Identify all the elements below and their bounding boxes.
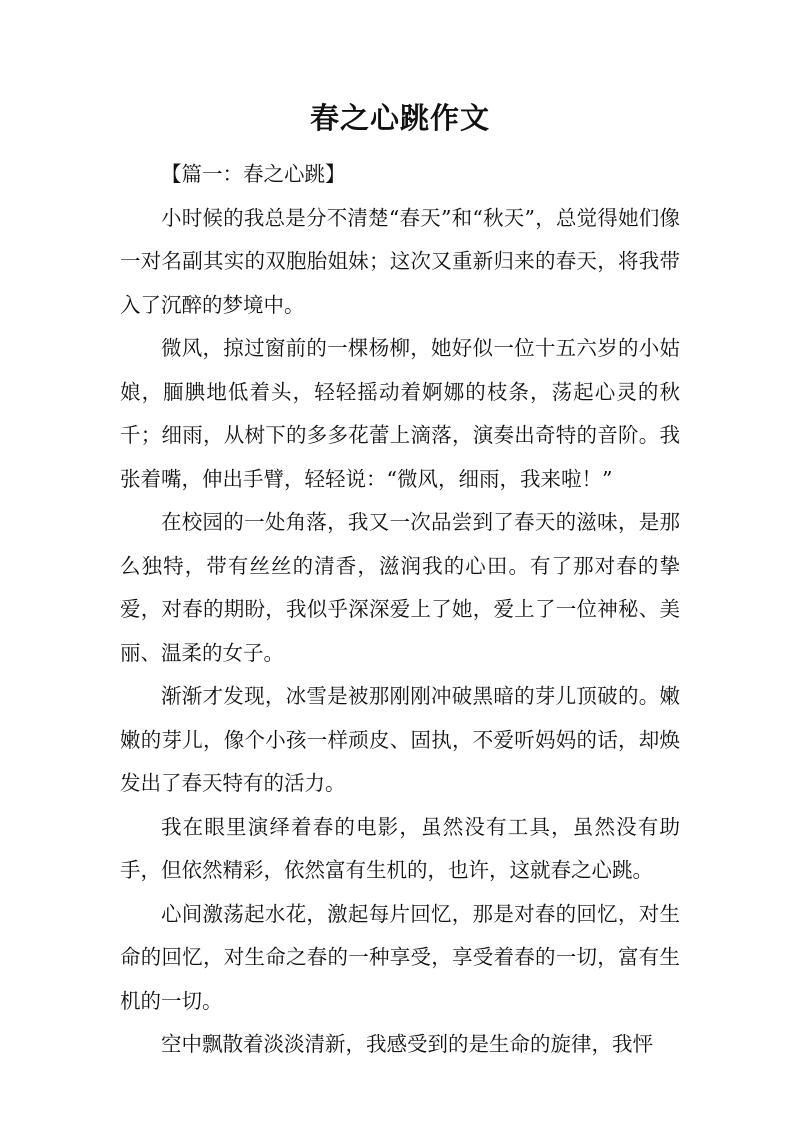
paragraph-2: 微风，掠过窗前的一棵杨柳，她好似一位十五六岁的小姑娘，腼腆地低着头，轻轻摇动着婀娜的枝条，荡起心灵的秋千；细雨，从树下的多多花蕾上滴落，演奏出奇特的音阶。我张着嘴，伸出手臂，轻轻说：“微风，细雨，我来啦！” (120, 336, 680, 491)
paragraph-6: 心间激荡起水花，激起每片回忆，那是对春的回忆，对生命的回忆，对生命之春的一种享受，享受着春的一切，富有生机的一切。 (120, 901, 680, 1013)
paragraph-3: 在校园的一处角落，我又一次品尝到了春天的滋味，是那么独特，带有丝丝的清香，滋润我的心田。有了那对春的挚爱，对春的期盼，我似乎深深爱上了她，爱上了一位神秘、美丽、温柔的女子。 (120, 510, 680, 665)
section-heading: 【篇一：春之心跳】 (161, 162, 346, 186)
paragraph-5: 我在眼里演绎着春的电影，虽然没有工具，虽然没有助手，但依然精彩，依然富有生机的，也许，这就春之心跳。 (120, 814, 680, 882)
document-body (120, 153, 680, 1067)
paragraph-4: 渐渐才发现，冰雪是被那刚刚冲破黑暗的芽儿顶破的。嫩嫩的芽儿，像个小孩一样顽皮、固执，不爱听妈妈的话，却焕发出了春天特有的活力。 (120, 684, 680, 795)
document-title: 春之心跳作文 (309, 101, 490, 135)
paragraph-7: 空中飘散着淡淡清新，我感受到的是生命的旋律，我怦 (161, 1032, 653, 1056)
paragraph-1: 小时候的我总是分不清楚“春天”和“秋天”，总觉得她们像一对名副其实的双胞胎姐妹；这次又重新归来的春天，将我带入了沉醉的梦境中。 (120, 205, 680, 317)
